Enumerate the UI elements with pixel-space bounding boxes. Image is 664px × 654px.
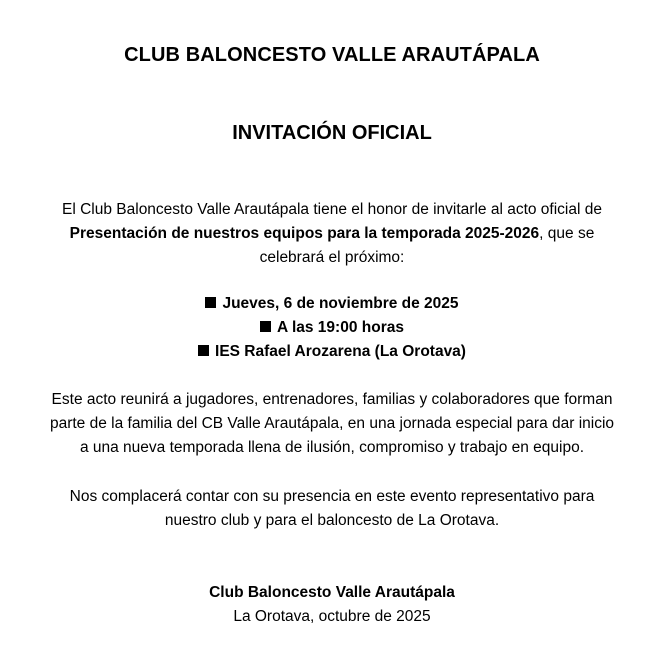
body-paragraph <box>14 388 650 460</box>
detail-item-venue <box>14 340 650 364</box>
document-title: INVITACIÓN OFICIAL <box>232 122 432 144</box>
body-line: parte de la familia del CB Valle Arautápala, en una jornada especial para dar inicio <box>49 415 615 432</box>
intro-line: celebrará el próximo: <box>259 249 405 266</box>
intro-line <box>14 222 650 246</box>
body-line: a una nueva temporada llena de ilusión, compromiso y trabajo en equipo. <box>79 439 585 456</box>
detail-text: IES Rafael Arozarena (La Orotava) <box>215 343 466 360</box>
intro-line-tail: , que se <box>539 225 595 242</box>
closing-line: Nos complacerá contar con su presencia en este evento representativo para <box>69 488 595 505</box>
event-details <box>14 292 650 364</box>
intro-line: El Club Baloncesto Valle Arautápala tiene el honor de invitarle al acto oficial de <box>62 201 602 218</box>
square-bullet-icon <box>260 321 271 332</box>
detail-item-date <box>14 292 650 316</box>
organization-title: CLUB BALONCESTO VALLE ARAUTÁPALA <box>124 44 540 66</box>
square-bullet-icon <box>205 297 216 308</box>
intro-paragraph <box>14 198 650 270</box>
signature-block <box>14 581 650 629</box>
detail-text: Jueves, 6 de noviembre de 2025 <box>222 295 459 312</box>
closing-paragraph <box>14 485 650 533</box>
detail-item-time <box>14 316 650 340</box>
square-bullet-icon <box>198 345 209 356</box>
signature-place-date: La Orotava, octubre de 2025 <box>233 608 431 625</box>
body-line: Este acto reunirá a jugadores, entrenadores, familias y colaboradores que forman <box>51 391 613 408</box>
detail-text: A las 19:00 horas <box>277 319 404 336</box>
closing-line: nuestro club y para el baloncesto de La Orotava. <box>164 512 500 529</box>
signature-org: Club Baloncesto Valle Arautápala <box>209 584 455 601</box>
event-name: Presentación de nuestros equipos para la temporada 2025-2026 <box>69 225 540 242</box>
